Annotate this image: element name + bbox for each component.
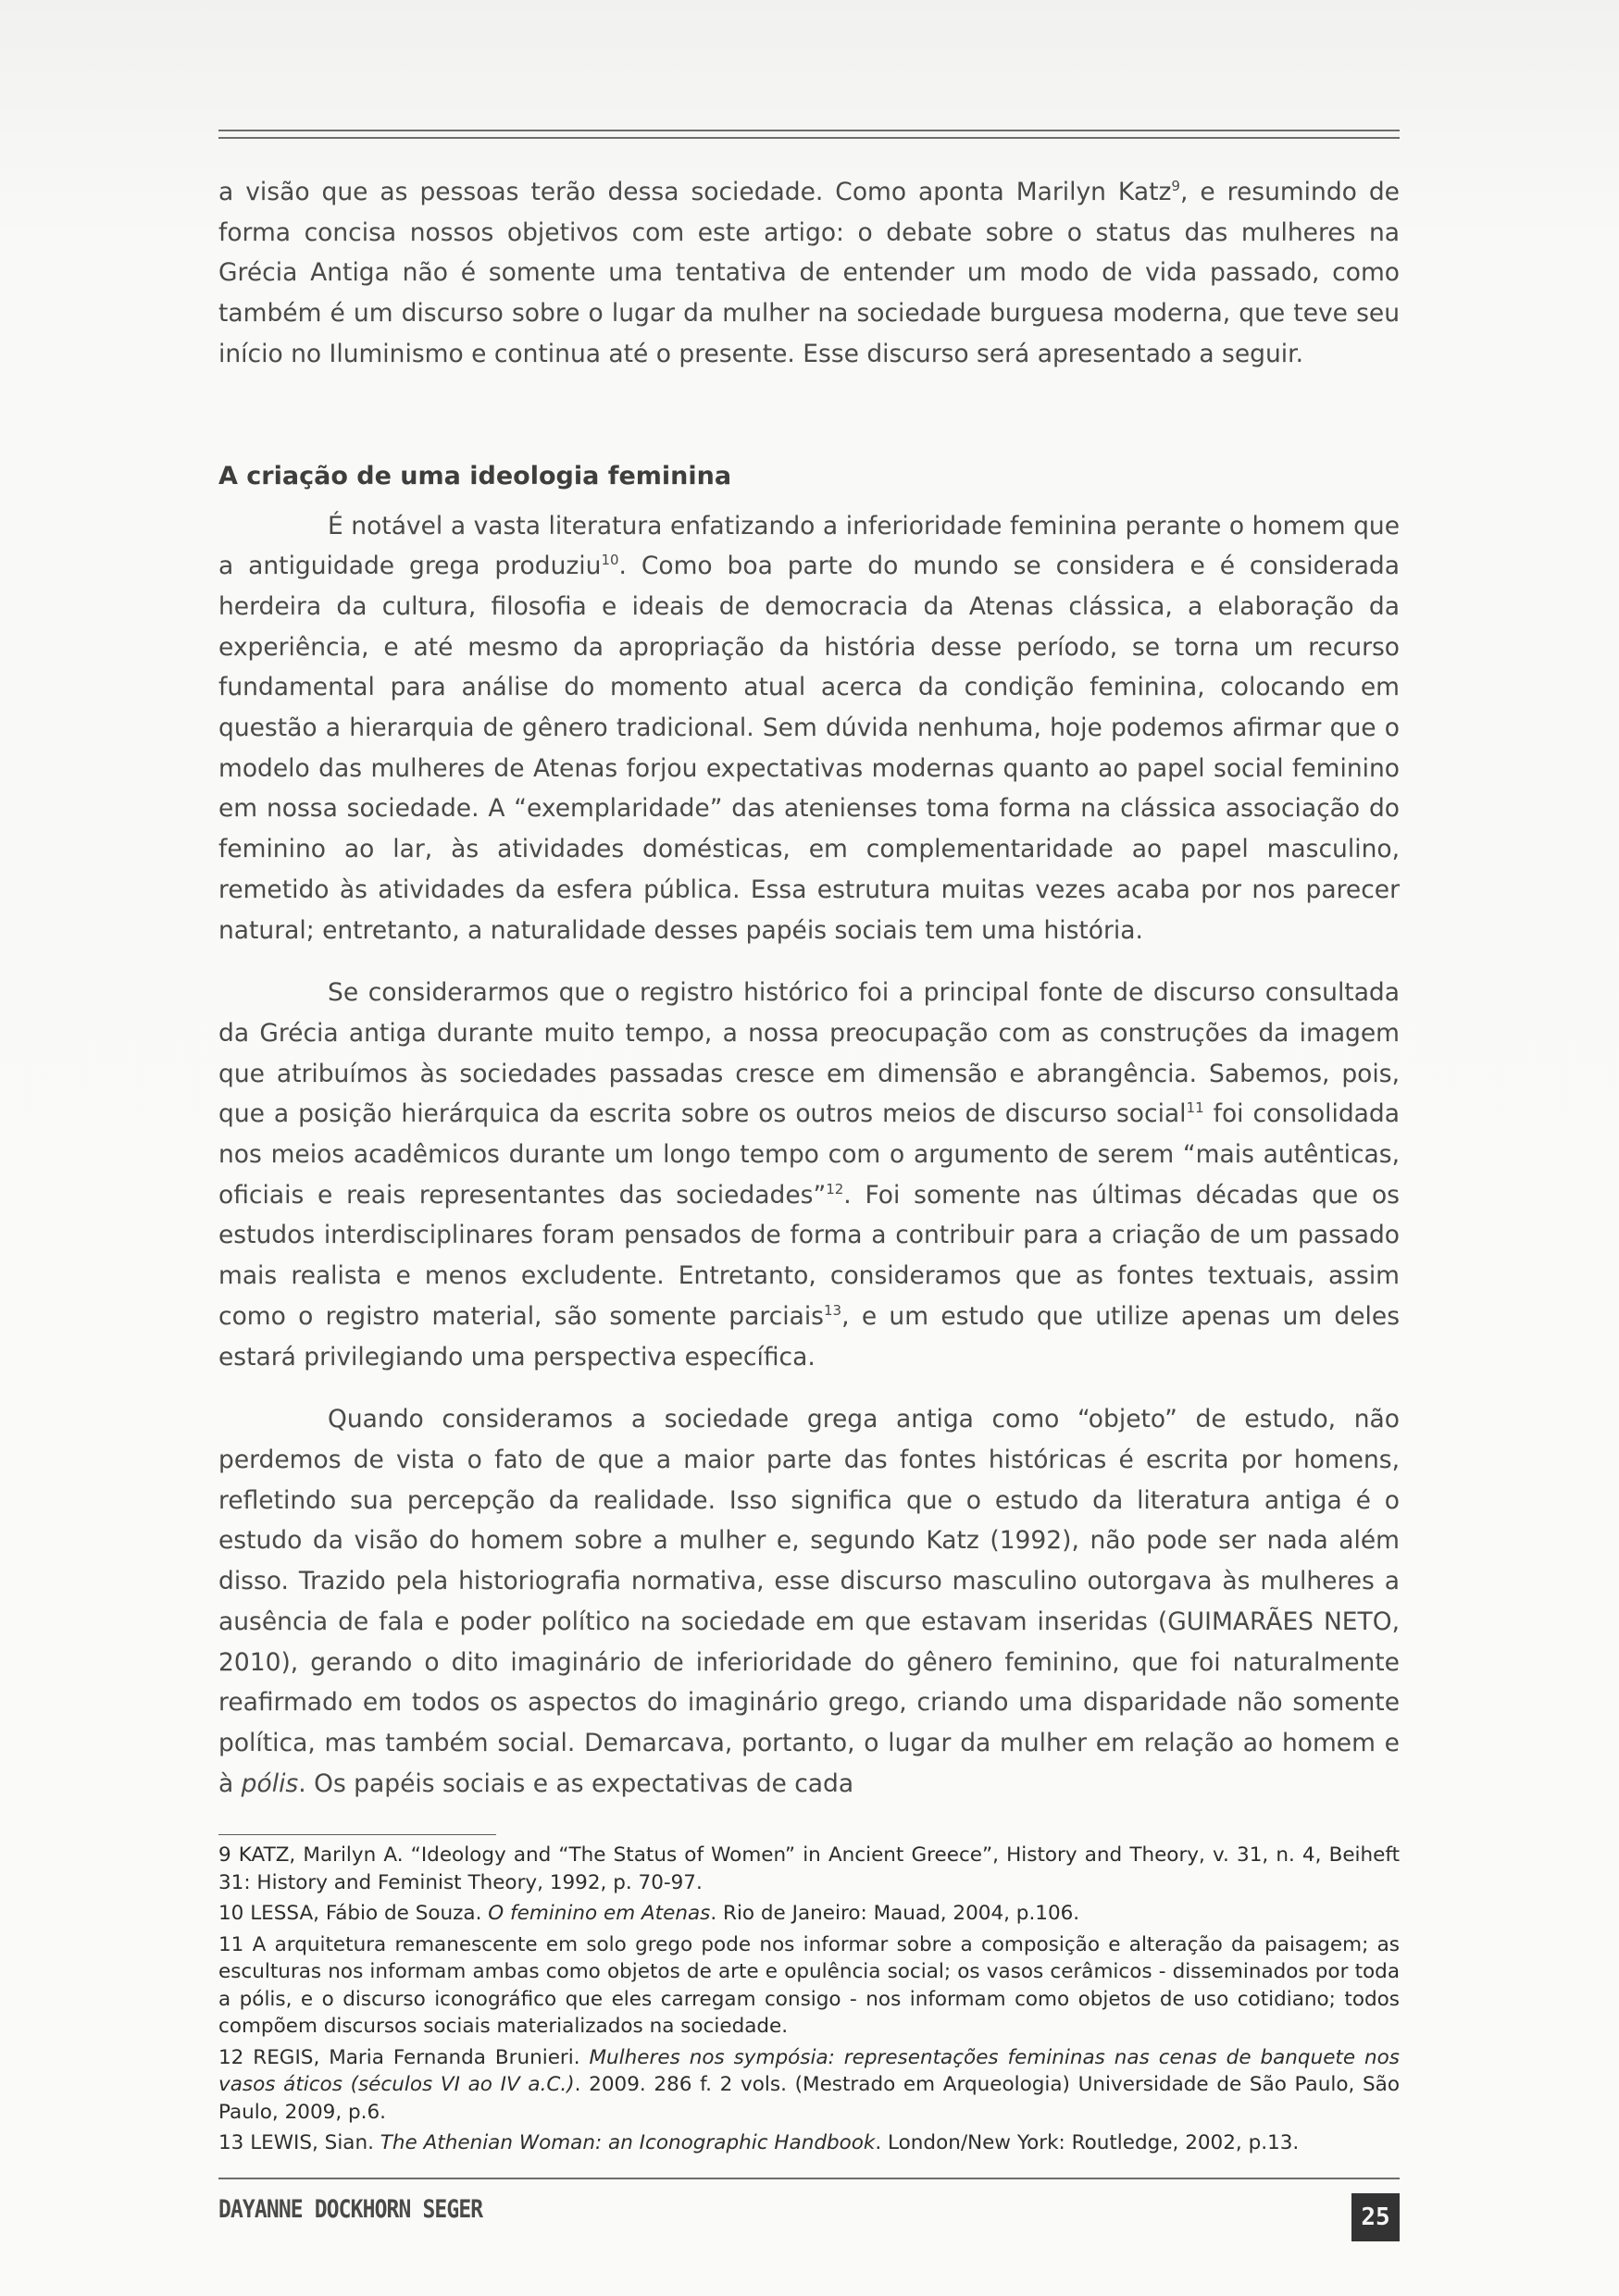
footnote-11: 11 A arquitetura remanescente em solo grego pode nos informar sobre a composição e alteração da paisagem; as esculturas nos informam ambas como objetos de arte e opulência social; os vasos cerâmicos - disseminados por toda a pólis, e o discurso iconográfico que eles carregam consigo - nos informam como objetos de uso cotidiano; todos compõem discursos sociais materializados na sociedade. (218, 1932, 1400, 2038)
text-span: 10 LESSA, Fábio de Souza. (218, 1902, 489, 1925)
text-span: . Como boa parte do mundo se considera e é considerada herdeira da cultura, filosofia e ideais de democracia da Atenas clássica, a elaboração da experiência, e até mesmo da apropriação da história desse período, se torna um recurso fundamental para análise do momento atual acerca da condição feminina, colocando em questão a hierarquia de gênero tradicional. Sem dúvida nenhuma, hoje podemos afirmar que o modelo das mulheres de Atenas forjou expectativas modernas quanto ao papel social feminino em nossa sociedade. A “exemplaridade” das atenienses toma forma na clássica associação do feminino ao lar, às atividades domésticas, em complementaridade ao papel masculino, remetido às atividades da esfera pública. Essa estrutura muitas vezes acaba por nos parecer natural; entretanto, a naturalidade desses papéis sociais tem uma história. (218, 552, 1400, 945)
header-rule-inner (218, 137, 1400, 139)
paragraph-2 (218, 973, 1400, 1377)
footnote-separator (218, 1834, 496, 1835)
italic-term: pólis (241, 1769, 299, 1798)
text-span: 12 REGIS, Maria Fernanda Brunieri. (218, 2045, 590, 2069)
footnotes (218, 1842, 1400, 2161)
text-span: . Foi somente nas últimas décadas que os estudos interdisciplinares foram pensados de forma a contribuir para a criação de um passado mais realista e menos excludente. Entretanto, consideramos que as fontes textuais, assim como o registro material, são somente parciais (218, 1180, 1400, 1331)
body-text (218, 172, 1400, 1804)
text-span: . London/New York: Routledge, 2002, p.13. (875, 2131, 1300, 2154)
text-span: foi consolidada nos meios acadêmicos durante um longo tempo com o argumento de serem “mais autênticas, oficiais e reais representantes das sociedades” (218, 1099, 1400, 1210)
footer-rule (218, 2178, 1400, 2179)
footnote-ref-11[interactable]: 11 (1186, 1099, 1204, 1117)
footnote-10 (218, 1900, 1400, 1928)
text-span: a visão que as pessoas terão dessa sociedade. Como aponta Marilyn Katz (218, 178, 1172, 206)
text-span: Se considerarmos que o registro histórico foi a principal fonte de discurso consultada da Grécia antiga durante muito tempo, a nossa preocupação com as construções da imagem que atribuímos às sociedades passadas cresce em dimensão e abrangência. Sabemos, pois, que a posição hierárquica da escrita sobre os outros meios de discurso social (218, 978, 1400, 1129)
footnote-12 (218, 2044, 1400, 2127)
paragraph-1 (218, 506, 1400, 951)
paragraph-continued (218, 172, 1400, 375)
footnote-ref-13[interactable]: 13 (824, 1302, 842, 1320)
text-span: . Os papéis sociais e as expectativas de cada (298, 1769, 854, 1798)
header-rule (218, 130, 1400, 131)
page-number-badge: 25 (1351, 2193, 1400, 2241)
text-span: É notável a vasta literatura enfatizando a inferioridade feminina perante o homem que a antiguidade grega produziu (218, 511, 1400, 581)
text-span: Quando consideramos a sociedade grega antiga como “objeto” de estudo, não perdemos de vista o fato de que a maior parte das fontes históricas é escrita por homens, refletindo sua percepção da realidade. Isso significa que o estudo da literatura antiga é o estudo da visão do homem sobre a mulher e, segundo Katz (1992), não pode ser nada além disso. Trazido pela historiografia normativa, esse discurso masculino outorgava às mulheres a ausência de fala e poder político na sociedade em que estavam inseridas (GUIMARÃES NETO, 2010), gerando o dito imaginário de inferioridade do gênero feminino, que foi naturalmente reafirmado em todos os aspectos do imaginário grego, criando uma disparidade não somente política, mas também social. Demarcava, portanto, o lugar da mulher em relação ao homem e à (218, 1405, 1400, 1798)
paragraph-3 (218, 1399, 1400, 1804)
footnote-ref-10[interactable]: 10 (601, 552, 619, 569)
italic-title: O feminino em Atenas (488, 1902, 711, 1925)
footnote-9: 9 KATZ, Marilyn A. “Ideology and “The Status of Women” in Ancient Greece”, History and Theory, v. 31, n. 4, Beiheft 31: History and Feminist Theory, 1992, p. 70-97. (218, 1843, 1400, 1894)
author-name: DAYANNE DOCKHORN SEGER (218, 2195, 483, 2224)
text-span: , e um estudo que utilize apenas um deles estará privilegiando uma perspectiva específica. (218, 1301, 1400, 1371)
footnote-ref-12[interactable]: 12 (826, 1180, 844, 1198)
page (218, 0, 1400, 2296)
footnote-13 (218, 2129, 1400, 2157)
section-title: A criação de uma ideologia feminina (218, 461, 732, 490)
italic-title: The Athenian Woman: an Iconographic Handbook (380, 2131, 876, 2154)
text-span: 13 LEWIS, Sian. (218, 2131, 380, 2154)
italic-title: Mulheres nos sympósia: representações femininas nas cenas de banquete nos vasos áticos (séculos VI ao IV a.C.) (218, 2045, 1400, 2096)
text-span: , e resumindo de forma concisa nossos objetivos com este artigo: o debate sobre o status das mulheres na Grécia Antiga não é somente uma tentativa de entender um modo de vida passado, como também é um discurso sobre o lugar da mulher na sociedade burguesa moderna, que teve seu início no Iluminismo e continua até o presente. Esse discurso será apresentado a seguir. (218, 178, 1400, 368)
text-span: . 2009. 286 f. 2 vols. (Mestrado em Arqueologia) Universidade de São Paulo, São Paulo, 2009, p.6. (218, 2073, 1400, 2124)
footnote-ref-9[interactable]: 9 (1171, 178, 1180, 195)
text-span: . Rio de Janeiro: Mauad, 2004, p.106. (710, 1902, 1080, 1925)
